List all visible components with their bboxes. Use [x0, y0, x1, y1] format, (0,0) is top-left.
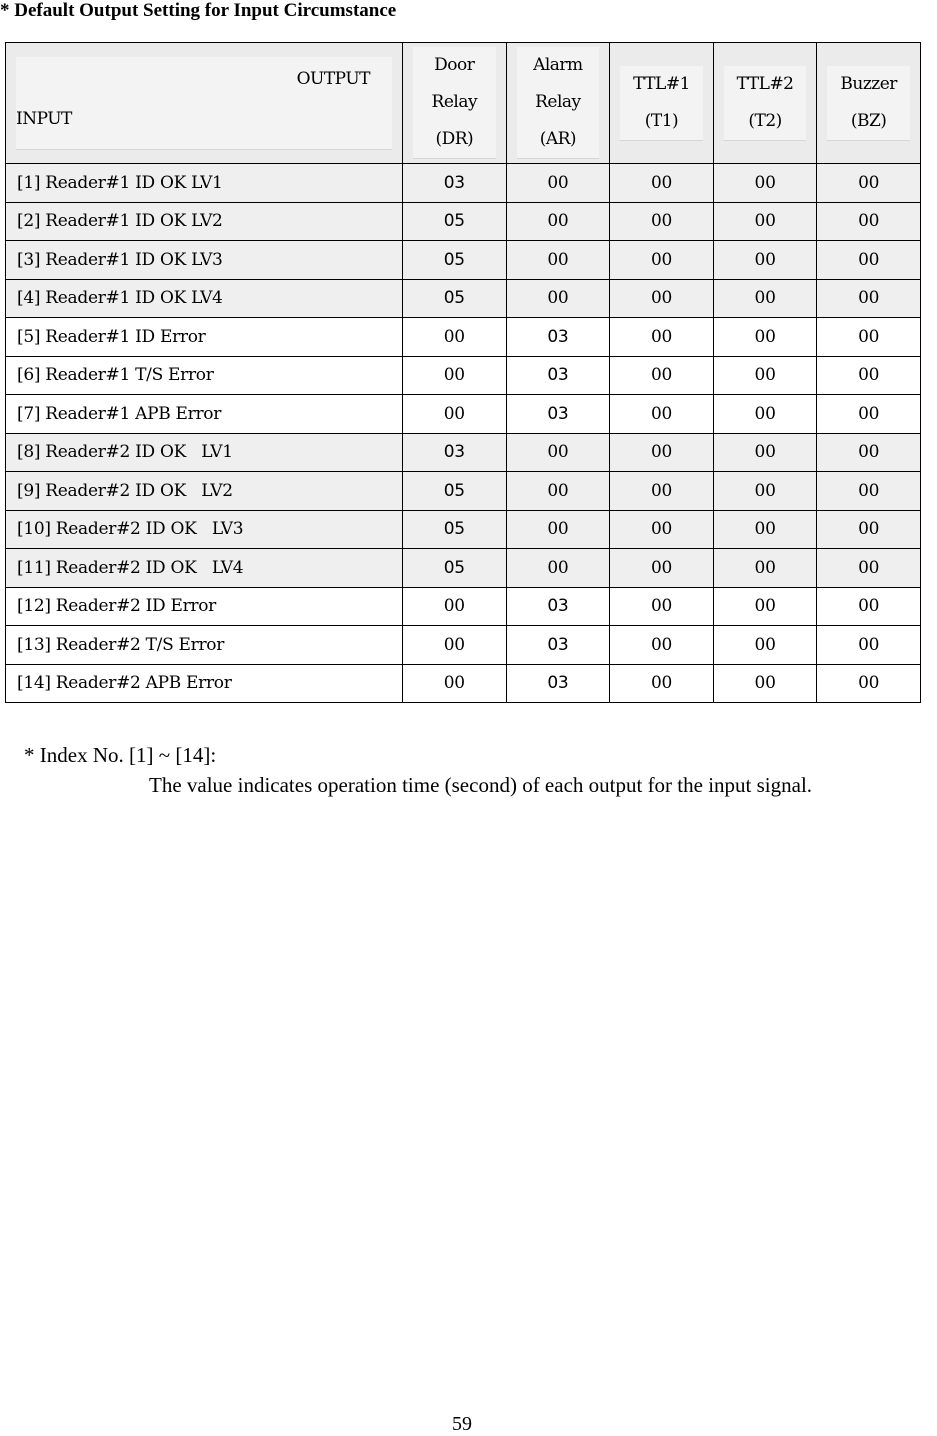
- output-value-cell: 00: [817, 587, 921, 626]
- output-value-cell: 00: [817, 626, 921, 665]
- header-ttl2: TTL#2 (T2): [713, 43, 817, 164]
- output-value-cell: 00: [713, 318, 817, 357]
- output-value-cell: 00: [817, 433, 921, 472]
- table-row: [6, 395, 921, 434]
- output-value-cell: 00: [506, 510, 610, 549]
- output-setting-table: [5, 42, 921, 703]
- table-row: [6, 549, 921, 588]
- output-value-cell: 00: [610, 472, 714, 511]
- output-value-cell: 00: [713, 549, 817, 588]
- output-value-cell: 00: [403, 318, 507, 357]
- input-cell: [6] Reader#1 T/S Error: [6, 356, 403, 395]
- output-value-cell: 00: [817, 472, 921, 511]
- output-value-cell: 00: [713, 164, 817, 203]
- table-row: [6, 241, 921, 280]
- note-text: The value indicates operation time (second) of each output for the input signal.: [149, 773, 813, 797]
- output-value-cell: 00: [713, 510, 817, 549]
- input-cell: [2] Reader#1 ID OK LV2: [6, 202, 403, 241]
- output-value-cell: 03: [403, 164, 507, 203]
- output-value-cell: 00: [610, 549, 714, 588]
- input-cell: [14] Reader#2 APB Error: [6, 664, 403, 703]
- output-value-cell: 00: [610, 664, 714, 703]
- output-value-cell: 00: [506, 549, 610, 588]
- table-body: [6, 164, 921, 703]
- output-value-cell: 05: [403, 549, 507, 588]
- section-heading: * Default Output Setting for Input Circumstance: [0, 0, 397, 21]
- input-cell: [10] Reader#2 ID OK LV3: [6, 510, 403, 549]
- output-value-cell: 00: [817, 318, 921, 357]
- table-row: [6, 510, 921, 549]
- output-value-cell: 00: [610, 241, 714, 280]
- table-row: [6, 202, 921, 241]
- output-value-cell: 03: [506, 356, 610, 395]
- output-value-cell: 03: [506, 664, 610, 703]
- table-row: [6, 433, 921, 472]
- output-value-cell: 00: [713, 664, 817, 703]
- output-value-cell: 03: [506, 395, 610, 434]
- table-row: [6, 587, 921, 626]
- output-value-cell: 00: [713, 279, 817, 318]
- output-value-cell: 00: [610, 587, 714, 626]
- output-value-cell: 00: [610, 626, 714, 665]
- output-value-cell: 00: [610, 510, 714, 549]
- header-corner-cell: [6, 43, 403, 164]
- output-value-cell: 00: [506, 202, 610, 241]
- output-value-cell: 00: [713, 587, 817, 626]
- output-value-cell: 03: [506, 587, 610, 626]
- table-row: [6, 279, 921, 318]
- input-cell: [9] Reader#2 ID OK LV2: [6, 472, 403, 511]
- output-value-cell: 00: [817, 395, 921, 434]
- output-value-cell: 03: [506, 318, 610, 357]
- input-cell: [13] Reader#2 T/S Error: [6, 626, 403, 665]
- output-value-cell: 00: [713, 202, 817, 241]
- table-header-row: [6, 43, 921, 164]
- header-alarm-relay: Alarm Relay (AR): [506, 43, 610, 164]
- output-value-cell: 05: [403, 472, 507, 511]
- page-number: 59: [452, 1413, 472, 1435]
- output-value-cell: 00: [817, 279, 921, 318]
- input-cell: [11] Reader#2 ID OK LV4: [6, 549, 403, 588]
- input-cell: [4] Reader#1 ID OK LV4: [6, 279, 403, 318]
- table-row: [6, 472, 921, 511]
- header-buzzer: Buzzer (BZ): [817, 43, 921, 164]
- output-value-cell: 05: [403, 202, 507, 241]
- table-row: [6, 318, 921, 357]
- input-axis-label: INPUT: [16, 108, 72, 129]
- output-value-cell: 00: [506, 433, 610, 472]
- output-value-cell: 00: [403, 664, 507, 703]
- output-value-cell: 00: [713, 472, 817, 511]
- table-row: [6, 356, 921, 395]
- output-value-cell: 00: [817, 664, 921, 703]
- output-value-cell: 05: [403, 510, 507, 549]
- output-axis-label: OUTPUT: [296, 68, 370, 89]
- output-value-cell: 00: [713, 395, 817, 434]
- output-value-cell: 00: [817, 241, 921, 280]
- output-value-cell: 00: [403, 626, 507, 665]
- output-value-cell: 00: [610, 164, 714, 203]
- output-value-cell: 00: [610, 279, 714, 318]
- input-cell: [7] Reader#1 APB Error: [6, 395, 403, 434]
- output-value-cell: 00: [403, 356, 507, 395]
- output-value-cell: 00: [610, 202, 714, 241]
- input-cell: [5] Reader#1 ID Error: [6, 318, 403, 357]
- output-value-cell: 00: [610, 356, 714, 395]
- output-value-cell: 00: [610, 395, 714, 434]
- output-value-cell: 00: [610, 318, 714, 357]
- input-cell: [3] Reader#1 ID OK LV3: [6, 241, 403, 280]
- output-value-cell: 00: [506, 279, 610, 318]
- output-value-cell: 00: [506, 472, 610, 511]
- output-value-cell: 00: [817, 549, 921, 588]
- output-value-cell: 00: [817, 202, 921, 241]
- output-value-cell: 00: [817, 356, 921, 395]
- output-value-cell: 05: [403, 241, 507, 280]
- output-value-cell: 05: [403, 279, 507, 318]
- output-value-cell: 00: [506, 241, 610, 280]
- output-value-cell: 00: [713, 626, 817, 665]
- output-value-cell: 00: [713, 241, 817, 280]
- input-cell: [8] Reader#2 ID OK LV1: [6, 433, 403, 472]
- input-cell: [12] Reader#2 ID Error: [6, 587, 403, 626]
- output-value-cell: 00: [817, 164, 921, 203]
- output-value-cell: 00: [713, 433, 817, 472]
- output-value-cell: 00: [610, 433, 714, 472]
- output-value-cell: 00: [817, 510, 921, 549]
- input-cell: [1] Reader#1 ID OK LV1: [6, 164, 403, 203]
- output-value-cell: 03: [506, 626, 610, 665]
- output-value-cell: 00: [403, 587, 507, 626]
- table-row: [6, 664, 921, 703]
- header-door-relay: Door Relay (DR): [403, 43, 507, 164]
- output-value-cell: 00: [506, 164, 610, 203]
- output-value-cell: 03: [403, 433, 507, 472]
- output-value-cell: 00: [403, 395, 507, 434]
- output-value-cell: 00: [713, 356, 817, 395]
- table-row: [6, 626, 921, 665]
- header-ttl1: TTL#1 (T1): [610, 43, 714, 164]
- note-label: * Index No. [1] ~ [14]:: [24, 743, 217, 767]
- table-row: [6, 164, 921, 203]
